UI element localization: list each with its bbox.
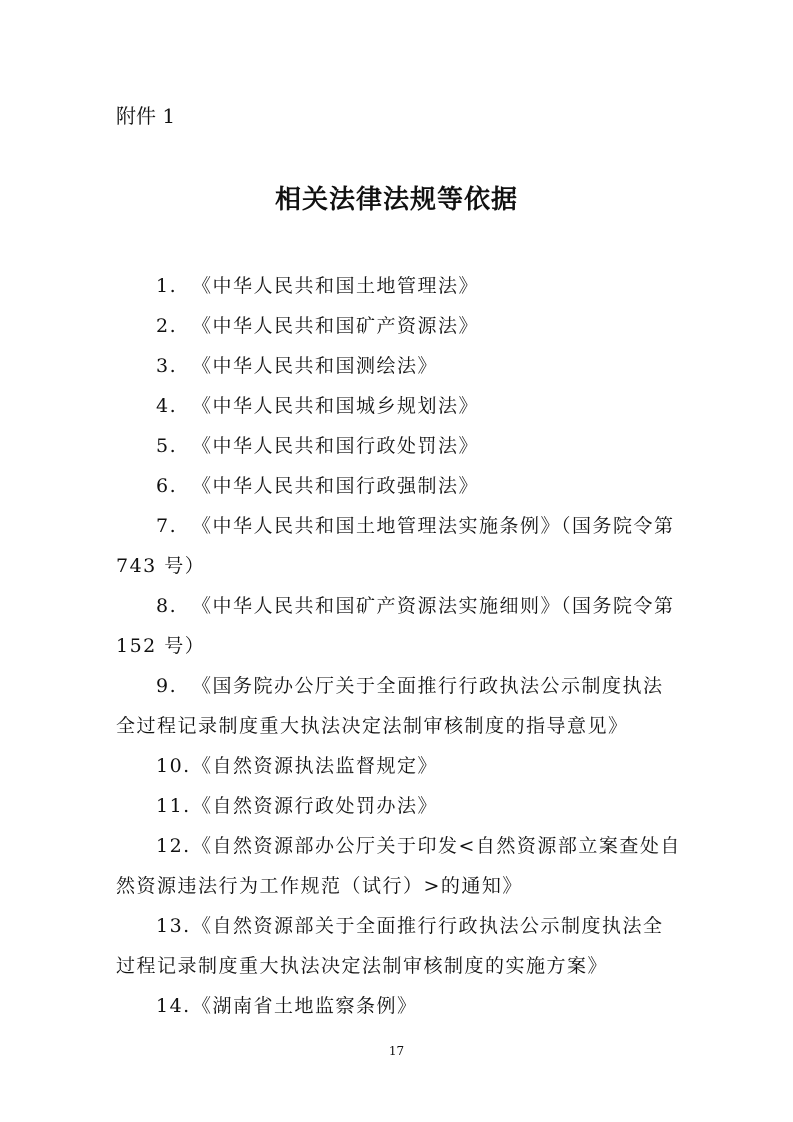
list-item (116, 266, 682, 306)
item-number: 6. (156, 475, 178, 497)
regulation-list (116, 266, 682, 1026)
item-number: 12. (156, 835, 191, 857)
item-text: 《中华人民共和国行政处罚法》 (192, 435, 480, 457)
list-item (116, 426, 682, 466)
item-text: 《湖南省土地监察条例》 (192, 995, 418, 1017)
item-text: 《国务院办公厅关于全面推行行政执法公示制度执法全过程记录制度重大执法决定法制审核制度的指导意见》 (116, 675, 664, 737)
item-number: 4. (156, 395, 178, 417)
item-number: 5. (156, 435, 178, 457)
item-text: 《中华人民共和国土地管理法》 (192, 275, 480, 297)
list-item (116, 746, 682, 786)
item-number: 9. (156, 675, 178, 697)
item-text: 《中华人民共和国矿产资源法实施细则》（国务院令第 152 号） (116, 595, 675, 657)
list-item (116, 906, 682, 986)
list-item (116, 666, 682, 746)
item-number: 7. (156, 515, 178, 537)
item-text: 《中华人民共和国行政强制法》 (192, 475, 480, 497)
list-item (116, 346, 682, 386)
item-number: 3. (156, 355, 178, 377)
list-item (116, 306, 682, 346)
item-number: 1. (156, 275, 178, 297)
list-item (116, 986, 682, 1026)
item-number: 2. (156, 315, 178, 337)
item-text: 《中华人民共和国土地管理法实施条例》（国务院令第 743 号） (116, 515, 675, 577)
item-number: 10. (156, 755, 191, 777)
item-text: 《自然资源部关于全面推行行政执法公示制度执法全过程记录制度重大执法决定法制审核制度的实施方案》 (116, 915, 664, 977)
attachment-label: 附件 1 (116, 104, 176, 128)
list-item (116, 506, 682, 586)
item-number: 8. (156, 595, 178, 617)
item-text: 《中华人民共和国测绘法》 (192, 355, 439, 377)
item-number: 11. (156, 795, 191, 817)
item-text: 《自然资源行政处罚办法》 (192, 795, 439, 817)
list-item (116, 826, 682, 906)
item-text: 《中华人民共和国城乡规划法》 (192, 395, 480, 417)
item-text: 《自然资源执法监督规定》 (192, 755, 439, 777)
item-number: 14. (156, 995, 191, 1017)
item-number: 13. (156, 915, 191, 937)
list-item (116, 586, 682, 666)
page-title: 相关法律法规等依据 (274, 185, 518, 215)
page-number: 17 (388, 1044, 405, 1058)
item-text: 《中华人民共和国矿产资源法》 (192, 315, 480, 337)
list-item (116, 386, 682, 426)
list-item (116, 786, 682, 826)
list-item (116, 466, 682, 506)
item-text: 《自然资源部办公厅关于印发<自然资源部立案查处自然资源违法行为工作规范（试行）>的通知》 (116, 835, 681, 897)
